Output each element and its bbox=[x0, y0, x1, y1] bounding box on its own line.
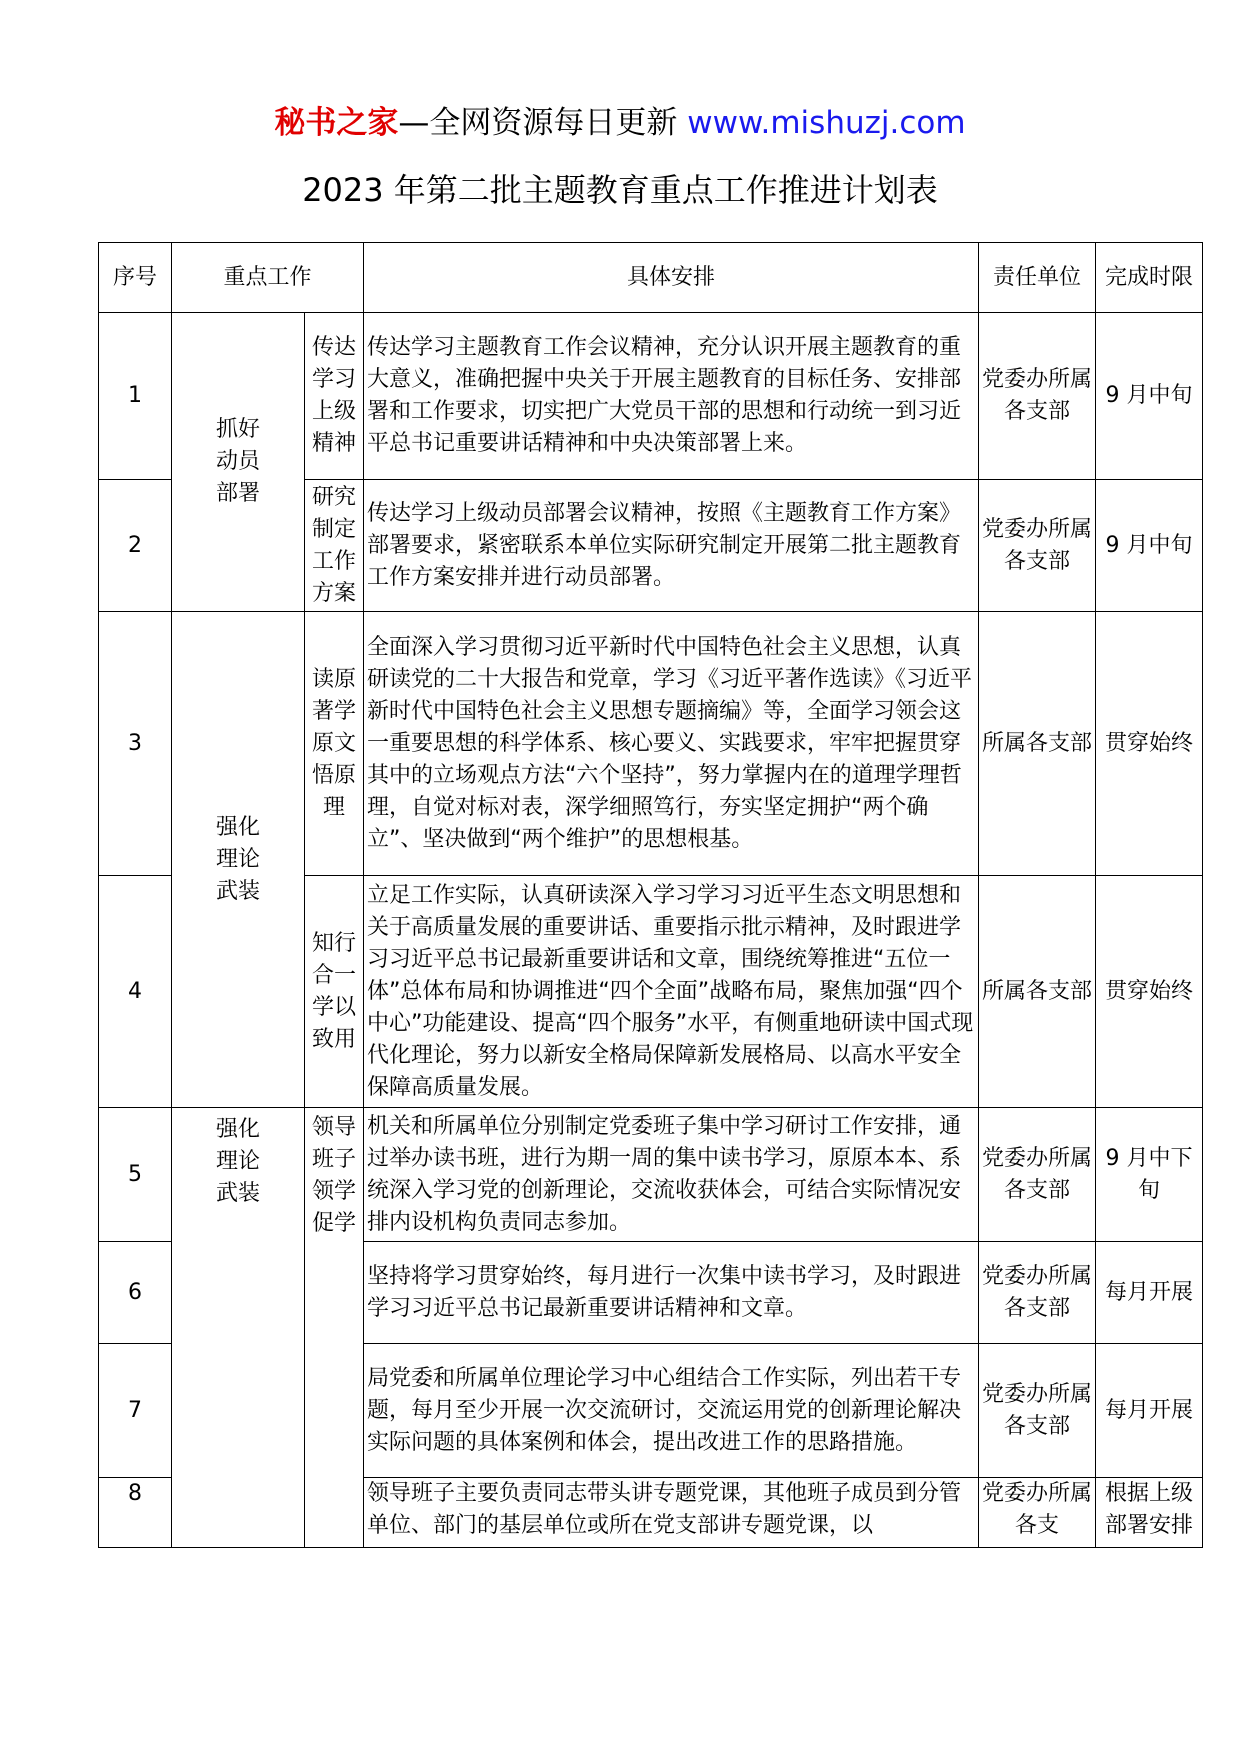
unit-cell: 所属各支部 bbox=[979, 876, 1096, 1108]
deadline-cell: 9 月中旬 bbox=[1096, 313, 1203, 480]
category-cell: 抓好动员部署 bbox=[172, 313, 305, 612]
table-row bbox=[99, 612, 1203, 876]
site-banner bbox=[0, 103, 1240, 143]
deadline-cell: 9 月中旬 bbox=[1096, 480, 1203, 612]
header-deadline: 完成时限 bbox=[1096, 243, 1203, 313]
arrangement-cell: 坚持将学习贯穿始终，每月进行一次集中读书学习，及时跟进学习习近平总书记最新重要讲话精神和文章。 bbox=[364, 1242, 979, 1344]
banner-slogan: —全网资源每日更新 bbox=[398, 105, 678, 141]
table-row bbox=[99, 1108, 1203, 1242]
arrangement-cell: 领导班子主要负责同志带头讲专题党课，其他班子成员到分管单位、部门的基层单位或所在党支部讲专题党课，以 bbox=[364, 1478, 979, 1548]
unit-cell: 党委办所属各支部 bbox=[979, 1344, 1096, 1478]
document-title: 2023 年第二批主题教育重点工作推进计划表 bbox=[302, 171, 938, 209]
deadline-cell: 每月开展 bbox=[1096, 1344, 1203, 1478]
unit-cell: 党委办所属各支部 bbox=[979, 1242, 1096, 1344]
brand-name: 秘书之家 bbox=[274, 105, 399, 141]
item-cell: 知行合一学以致用 bbox=[305, 876, 364, 1108]
row-seq: 4 bbox=[99, 876, 172, 1108]
item-cell: 传达学习上级精神 bbox=[305, 313, 364, 480]
item-cell: 读原著学原文悟原理 bbox=[305, 612, 364, 876]
deadline-cell: 贯穿始终 bbox=[1096, 876, 1203, 1108]
work-plan-table bbox=[98, 242, 1203, 1548]
unit-cell: 党委办所属各支部 bbox=[979, 313, 1096, 480]
table-header-row bbox=[99, 243, 1203, 313]
table-row bbox=[99, 313, 1203, 480]
item-cell: 领导班子领学促学 bbox=[305, 1108, 364, 1548]
row-seq: 7 bbox=[99, 1344, 172, 1478]
arrangement-cell: 传达学习主题教育工作会议精神，充分认识开展主题教育的重大意义，准确把握中央关于开展主题教育的目标任务、安排部署和工作要求，切实把广大党员干部的思想和行动统一到习近平总书记重要讲话精神和中央决策部署上来。 bbox=[364, 313, 979, 480]
category-cell: 强化理论武装 bbox=[172, 1108, 305, 1548]
arrangement-cell: 机关和所属单位分别制定党委班子集中学习研讨工作安排，通过举办读书班，进行为期一周的集中读书学习，原原本本、系统深入学习党的创新理论，交流收获体会，可结合实际情况安排内设机构负责同志参加。 bbox=[364, 1108, 979, 1242]
row-seq: 5 bbox=[99, 1108, 172, 1242]
header-unit: 责任单位 bbox=[979, 243, 1096, 313]
unit-cell: 所属各支部 bbox=[979, 612, 1096, 876]
deadline-cell: 根据上级部署安排 bbox=[1096, 1478, 1203, 1548]
arrangement-cell: 立足工作实际，认真研读深入学习学习习近平生态文明思想和关于高质量发展的重要讲话、重要指示批示精神，及时跟进学习习近平总书记最新重要讲话和文章，围绕统筹推进“五位一体”总体布局和协调推进“四个全面”战略布局，聚焦加强“四个中心”功能建设、提高“四个服务”水平，有侧重地研读中国式现代化理论，努力以新安全格局保障新发展格局、以高水平安全保障高质量发展。 bbox=[364, 876, 979, 1108]
site-url[interactable]: www.mishuzj.com bbox=[687, 105, 966, 141]
row-seq: 6 bbox=[99, 1242, 172, 1344]
row-seq: 1 bbox=[99, 313, 172, 480]
header-arrangement: 具体安排 bbox=[364, 243, 979, 313]
deadline-cell: 贯穿始终 bbox=[1096, 612, 1203, 876]
arrangement-cell: 传达学习上级动员部署会议精神，按照《主题教育工作方案》部署要求，紧密联系本单位实际研究制定开展第二批主题教育工作方案安排并进行动员部署。 bbox=[364, 480, 979, 612]
unit-cell: 党委办所属各支 bbox=[979, 1478, 1096, 1548]
item-cell: 研究制定工作方案 bbox=[305, 480, 364, 612]
arrangement-cell: 局党委和所属单位理论学习中心组结合工作实际，列出若干专题，每月至少开展一次交流研讨，交流运用党的创新理论解决实际问题的具体案例和体会，提出改进工作的思路措施。 bbox=[364, 1344, 979, 1478]
arrangement-cell: 全面深入学习贯彻习近平新时代中国特色社会主义思想，认真研读党的二十大报告和党章，学习《习近平著作选读》《习近平新时代中国特色社会主义思想专题摘编》等，全面学习领会这一重要思想的科学体系、核心要义、实践要求，牢牢把握贯穿其中的立场观点方法“六个坚持”，努力掌握内在的道理学理哲理，自觉对标对表，深学细照笃行，夯实坚定拥护“两个确立”、坚决做到“两个维护”的思想根基。 bbox=[364, 612, 979, 876]
unit-cell: 党委办所属各支部 bbox=[979, 1108, 1096, 1242]
row-seq: 3 bbox=[99, 612, 172, 876]
row-seq: 2 bbox=[99, 480, 172, 612]
header-seq: 序号 bbox=[99, 243, 172, 313]
header-work: 重点工作 bbox=[172, 243, 364, 313]
deadline-cell: 9 月中下旬 bbox=[1096, 1108, 1203, 1242]
category-cell: 强化理论武装 bbox=[172, 612, 305, 1108]
row-seq: 8 bbox=[99, 1478, 172, 1548]
unit-cell: 党委办所属各支部 bbox=[979, 480, 1096, 612]
deadline-cell: 每月开展 bbox=[1096, 1242, 1203, 1344]
